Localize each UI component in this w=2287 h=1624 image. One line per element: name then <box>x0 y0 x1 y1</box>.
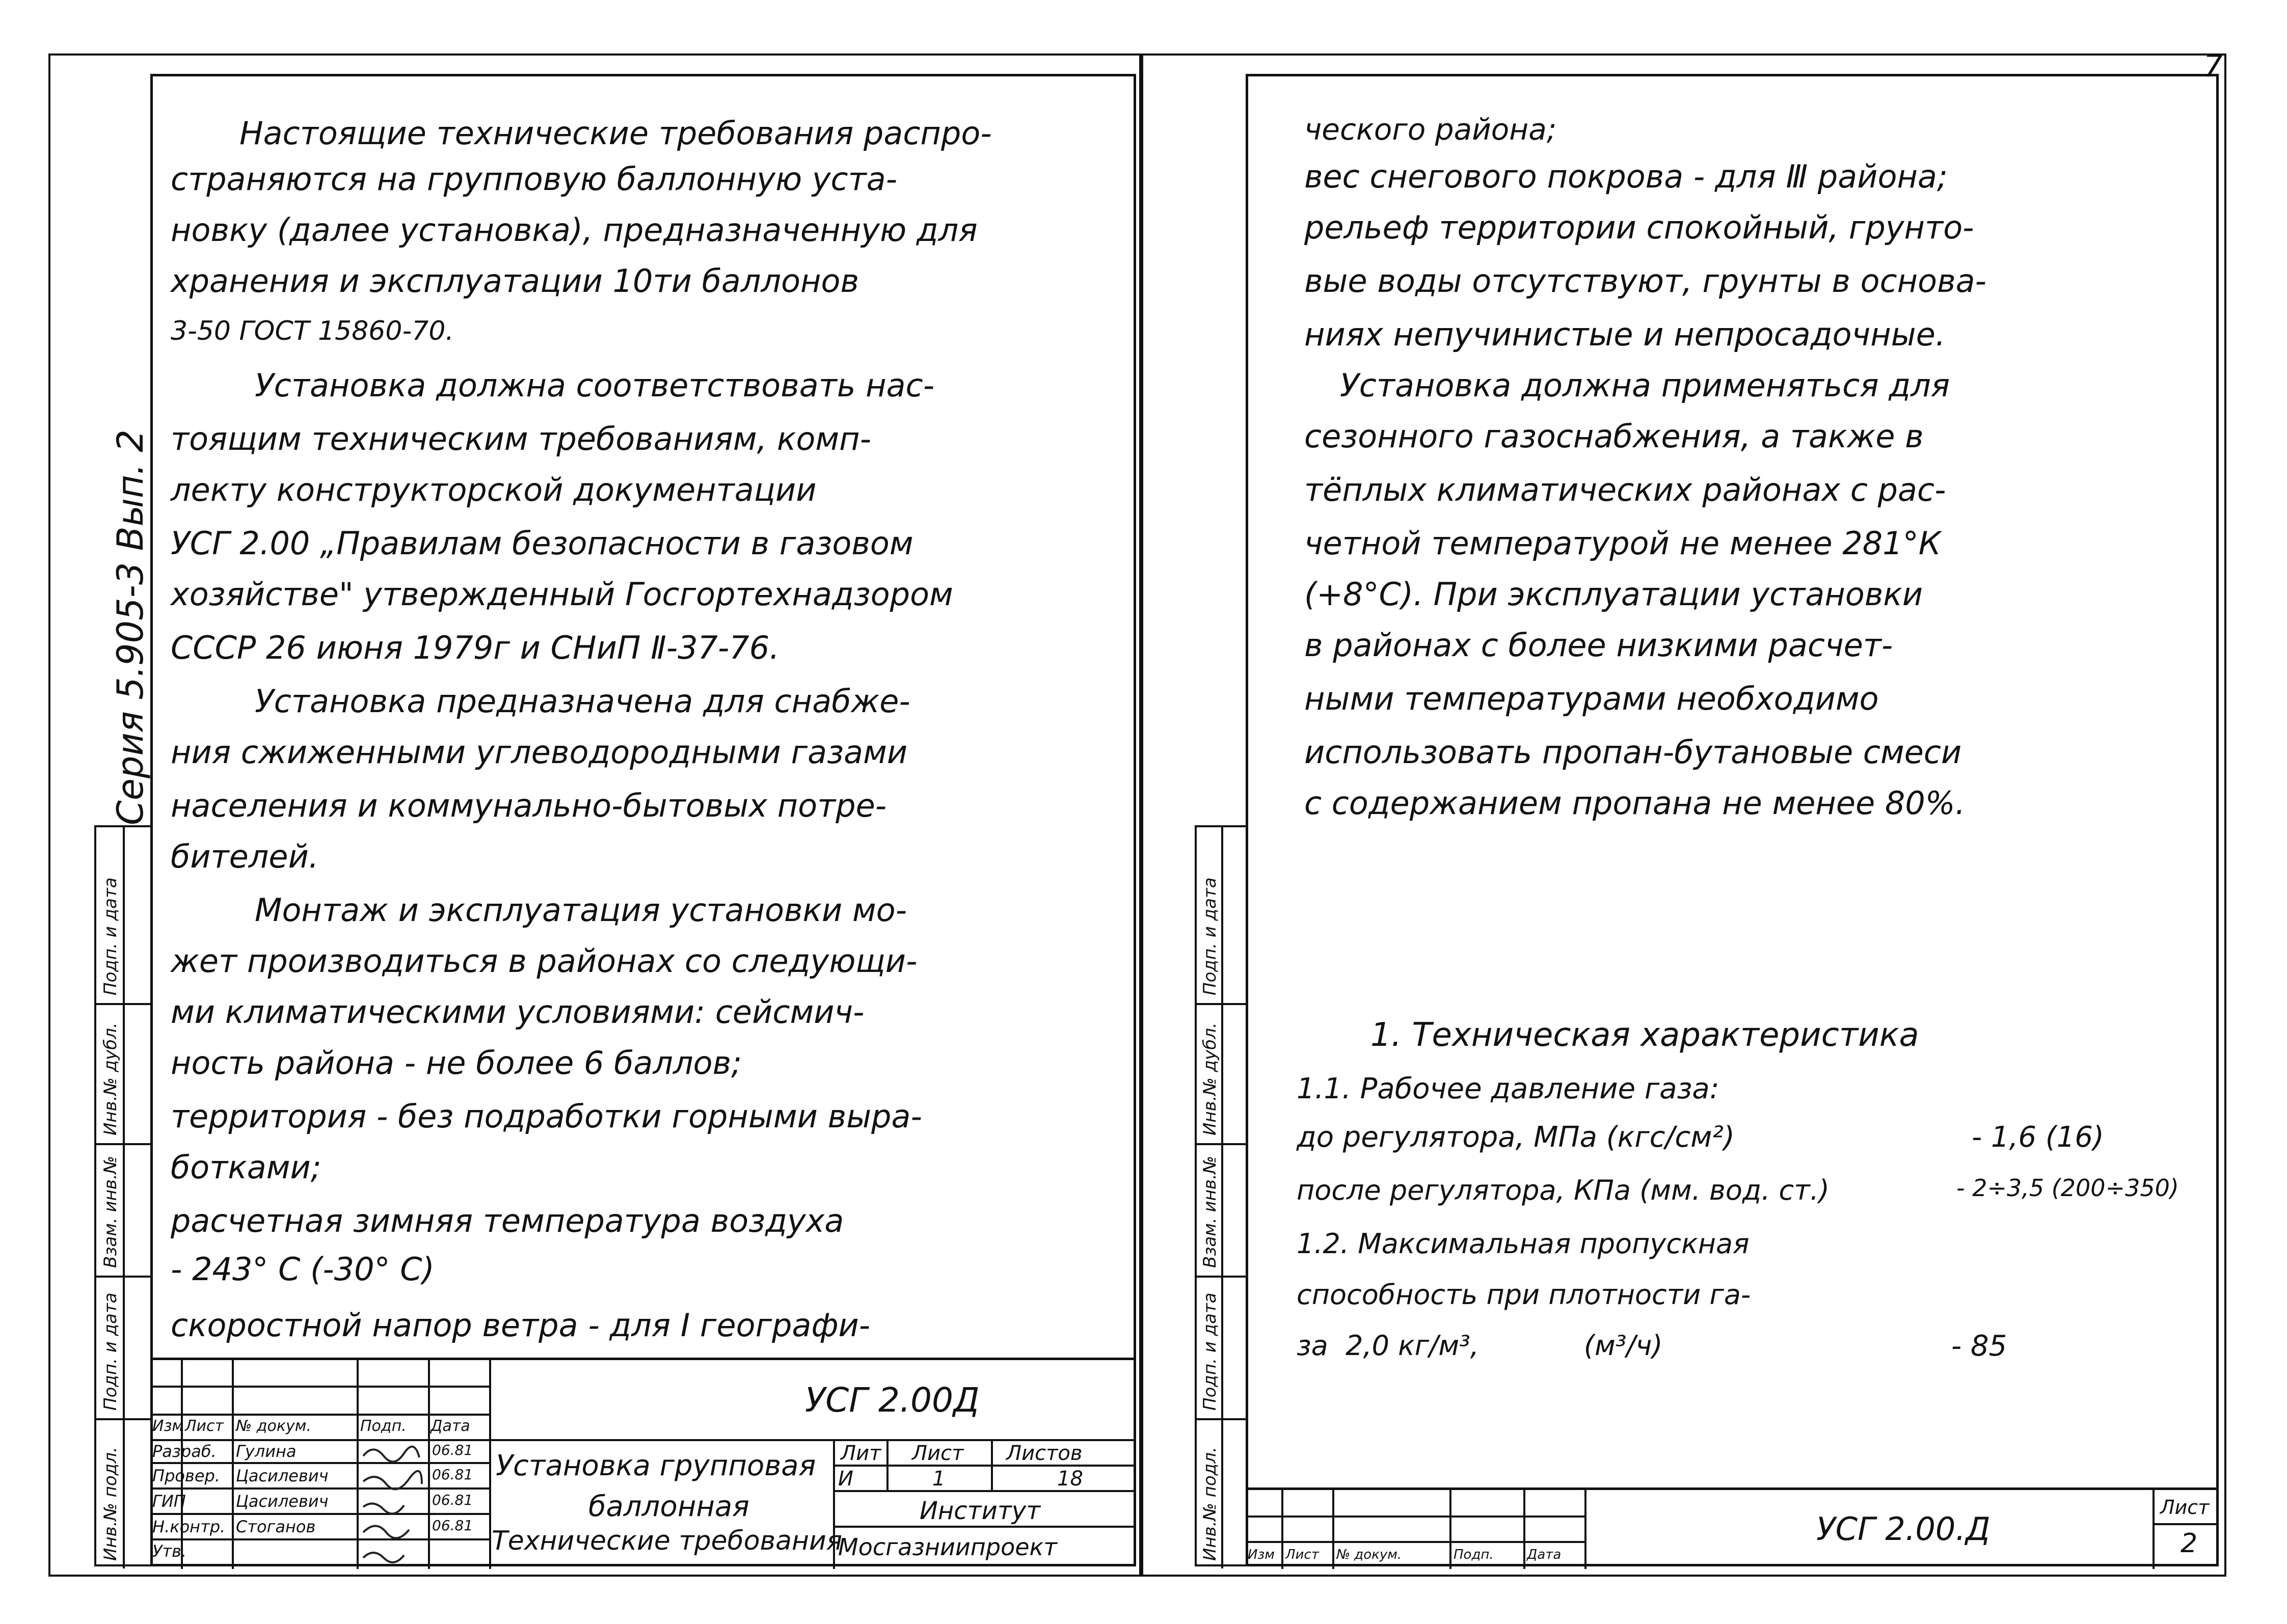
spec-label-3: после регулятора, КПа (мм. вод. ст.) <box>1297 1174 1829 1206</box>
right-title-block <box>1246 1487 2219 1566</box>
left-stamp-title-2: баллонная <box>588 1490 749 1523</box>
left-stamp-sheet-header: Лист <box>912 1442 964 1465</box>
left-line-6: Установка должна соответствовать нас- <box>255 367 935 404</box>
left-side-label-2: Инв.№ дубл. <box>100 1022 121 1135</box>
left-line-19: ность района - не более 6 баллов; <box>171 1044 742 1081</box>
left-stamp-date-3: 06.81 <box>432 1492 473 1508</box>
left-side-label-3: Взам. инв.№ <box>100 1155 121 1268</box>
left-stamp-date-1: 06.81 <box>432 1442 473 1458</box>
left-stamp-code: УСГ 2.00Д <box>805 1381 980 1420</box>
right-line-10: (+8°С). При эксплуатации установки <box>1304 576 1923 613</box>
left-stamp-sheets-header: Листов <box>1006 1442 1083 1465</box>
left-line-16: Монтаж и эксплуатация установки мо- <box>255 891 907 929</box>
left-line-12: Установка предназначена для снабже- <box>255 683 910 720</box>
left-line-11: СССР 26 июня 1979г и СНиП Ⅱ-37-76. <box>171 629 779 666</box>
section-title: 1. Техническая характеристика <box>1370 1016 1919 1054</box>
left-line-9: УСГ 2.00 „Правилам безопасности в газовом <box>171 525 913 562</box>
right-line-3: рельеф территории спокойный, грунто- <box>1304 209 1974 246</box>
right-line-12: ными температурами необходимо <box>1304 680 1879 717</box>
right-line-14: с содержанием пропана не менее 80%. <box>1304 784 1966 822</box>
left-line-10: хозяйстве" утвержденный Госгортехнадзором <box>171 576 953 613</box>
left-line-2: страняются на групповую баллонную уста- <box>171 160 898 198</box>
left-line-8: лекту конструкторской документации <box>171 471 817 508</box>
left-line-23: - 243° С (-30° С) <box>171 1251 435 1288</box>
right-stamp-header-date: Дата <box>1527 1547 1562 1562</box>
left-stamp-role-1: Разраб. <box>152 1442 217 1461</box>
series-vertical-label: Серия 5.905-3 Вып. 2 <box>110 429 151 825</box>
left-stamp-date-4: 06.81 <box>432 1517 473 1534</box>
left-title-block <box>150 1358 1136 1566</box>
right-stamp-code: УСГ 2.00.Д <box>1816 1510 1990 1548</box>
left-stamp-date-2: 06.81 <box>432 1466 473 1483</box>
left-stamp-header-doc: № докум. <box>236 1417 311 1435</box>
spec-value-2: - 1,6 (16) <box>1972 1121 2104 1154</box>
right-line-5: ниях непучинистые и непросадочные. <box>1304 316 1946 353</box>
right-side-label-2: Инв.№ дубл. <box>1200 1022 1220 1135</box>
left-line-24: скоростной напор ветра - для I географи- <box>171 1307 871 1344</box>
left-stamp-role-2: Провер. <box>152 1466 220 1485</box>
left-stamp-title-3: Технические требования <box>492 1526 843 1556</box>
spec-label-1: 1.1. Рабочее давление газа: <box>1297 1072 1719 1105</box>
left-stamp-header-list: Лист <box>185 1417 224 1435</box>
left-line-7: тоящим техническим требованиям, комп- <box>171 420 872 457</box>
left-stamp-sheet-value: 1 <box>932 1467 946 1491</box>
left-line-22: расчетная зимняя температура воздуха <box>171 1202 844 1239</box>
right-line-11: в районах с более низкими расчет- <box>1304 627 1893 664</box>
right-stamp-header-list: Лист <box>1285 1547 1319 1562</box>
right-stamp-sheet-label: Лист <box>2160 1496 2210 1519</box>
left-stamp-name-1: Гулина <box>236 1442 297 1461</box>
left-stamp-sheets-value: 18 <box>1057 1467 1083 1491</box>
left-stamp-title-1: Установка групповая <box>496 1449 816 1482</box>
right-side-label-4: Подп. и дата <box>1200 1292 1220 1411</box>
right-line-9: четной температурой не менее 281°К <box>1304 525 1941 562</box>
right-line-6: Установка должна применяться для <box>1340 367 1950 404</box>
left-stamp-name-2: Цасилевич <box>236 1466 329 1485</box>
left-line-3: новку (далее установка), предназначенную для <box>171 211 978 249</box>
left-line-17: жет производиться в районах со следующи- <box>171 942 918 980</box>
left-stamp-role-5: Утв. <box>152 1541 187 1561</box>
left-stamp-lit-value: И <box>838 1467 853 1491</box>
left-line-1: Настоящие технические требования распро- <box>239 115 992 152</box>
spec-label-6: за 2,0 кг/м³, (м³/ч) <box>1297 1330 1663 1362</box>
left-side-strip <box>94 825 150 1566</box>
left-stamp-name-3: Цасилевич <box>236 1492 329 1511</box>
spec-label-2: до регулятора, МПа (кгс/см²) <box>1297 1121 1735 1154</box>
left-stamp-header-date: Дата <box>431 1417 470 1435</box>
left-line-5: 3-50 ГОСТ 15860-70. <box>171 316 454 346</box>
left-line-4: хранения и эксплуатации 10ти баллонов <box>171 262 859 300</box>
left-line-18: ми климатическими условиями: сейсмич- <box>171 993 865 1031</box>
right-stamp-header-izm: Изм <box>1248 1547 1275 1562</box>
right-line-2: вес снегового покрова - для Ⅲ района; <box>1304 158 1948 195</box>
left-stamp-role-3: ГИП <box>152 1492 186 1511</box>
left-stamp-header-izm: Изм <box>152 1417 184 1435</box>
spec-value-6: - 85 <box>1951 1330 2007 1363</box>
right-stamp-sheet-value: 2 <box>2181 1528 2198 1559</box>
left-side-label-4: Подп. и дата <box>100 1292 121 1411</box>
left-stamp-header-sign: Подп. <box>360 1417 407 1435</box>
right-stamp-header-sign: Подп. <box>1454 1547 1494 1562</box>
right-stamp-header-doc: № докум. <box>1336 1547 1402 1562</box>
left-line-21: ботками; <box>171 1149 321 1186</box>
left-line-14: населения и коммунально-бытовых потре- <box>171 787 887 824</box>
left-stamp-org-2: Мосгазниипроект <box>838 1533 1058 1561</box>
right-side-label-3: Взам. инв.№ <box>1200 1155 1220 1268</box>
left-line-20: территория - без подработки горными выра- <box>171 1098 922 1135</box>
page-number-top: 7 <box>2203 48 2223 84</box>
left-stamp-lit-header: Лит <box>841 1442 881 1465</box>
left-stamp-role-4: Н.контр. <box>152 1517 226 1536</box>
right-line-8: тёплых климатических районах с рас- <box>1304 471 1946 508</box>
right-line-13: использовать пропан-бутановые смеси <box>1304 734 1962 771</box>
right-line-7: сезонного газоснабжения, а также в <box>1304 418 1924 455</box>
left-line-15: бителей. <box>171 838 319 875</box>
spec-value-3: - 2÷3,5 (200÷350) <box>1956 1174 2179 1202</box>
left-side-label-5: Инв.№ подл. <box>100 1447 121 1561</box>
left-stamp-name-4: Стоганов <box>236 1517 316 1536</box>
right-side-label-1: Подп. и дата <box>1200 877 1220 995</box>
signature-scribbles <box>359 1441 425 1568</box>
right-line-1: ческого района; <box>1304 112 1557 147</box>
left-side-label-1: Подп. и дата <box>100 877 121 995</box>
right-side-label-5: Инв.№ подл. <box>1200 1447 1220 1561</box>
right-side-strip <box>1195 825 1246 1566</box>
spec-label-4: 1.2. Максимальная пропускная <box>1297 1228 1750 1260</box>
left-stamp-org-1: Институт <box>920 1497 1041 1525</box>
spec-label-5: способность при плотности га- <box>1297 1279 1751 1311</box>
right-line-4: вые воды отсутствуют, грунты в основа- <box>1304 262 1987 300</box>
left-line-13: ния сжиженными углеводородными газами <box>171 734 908 771</box>
